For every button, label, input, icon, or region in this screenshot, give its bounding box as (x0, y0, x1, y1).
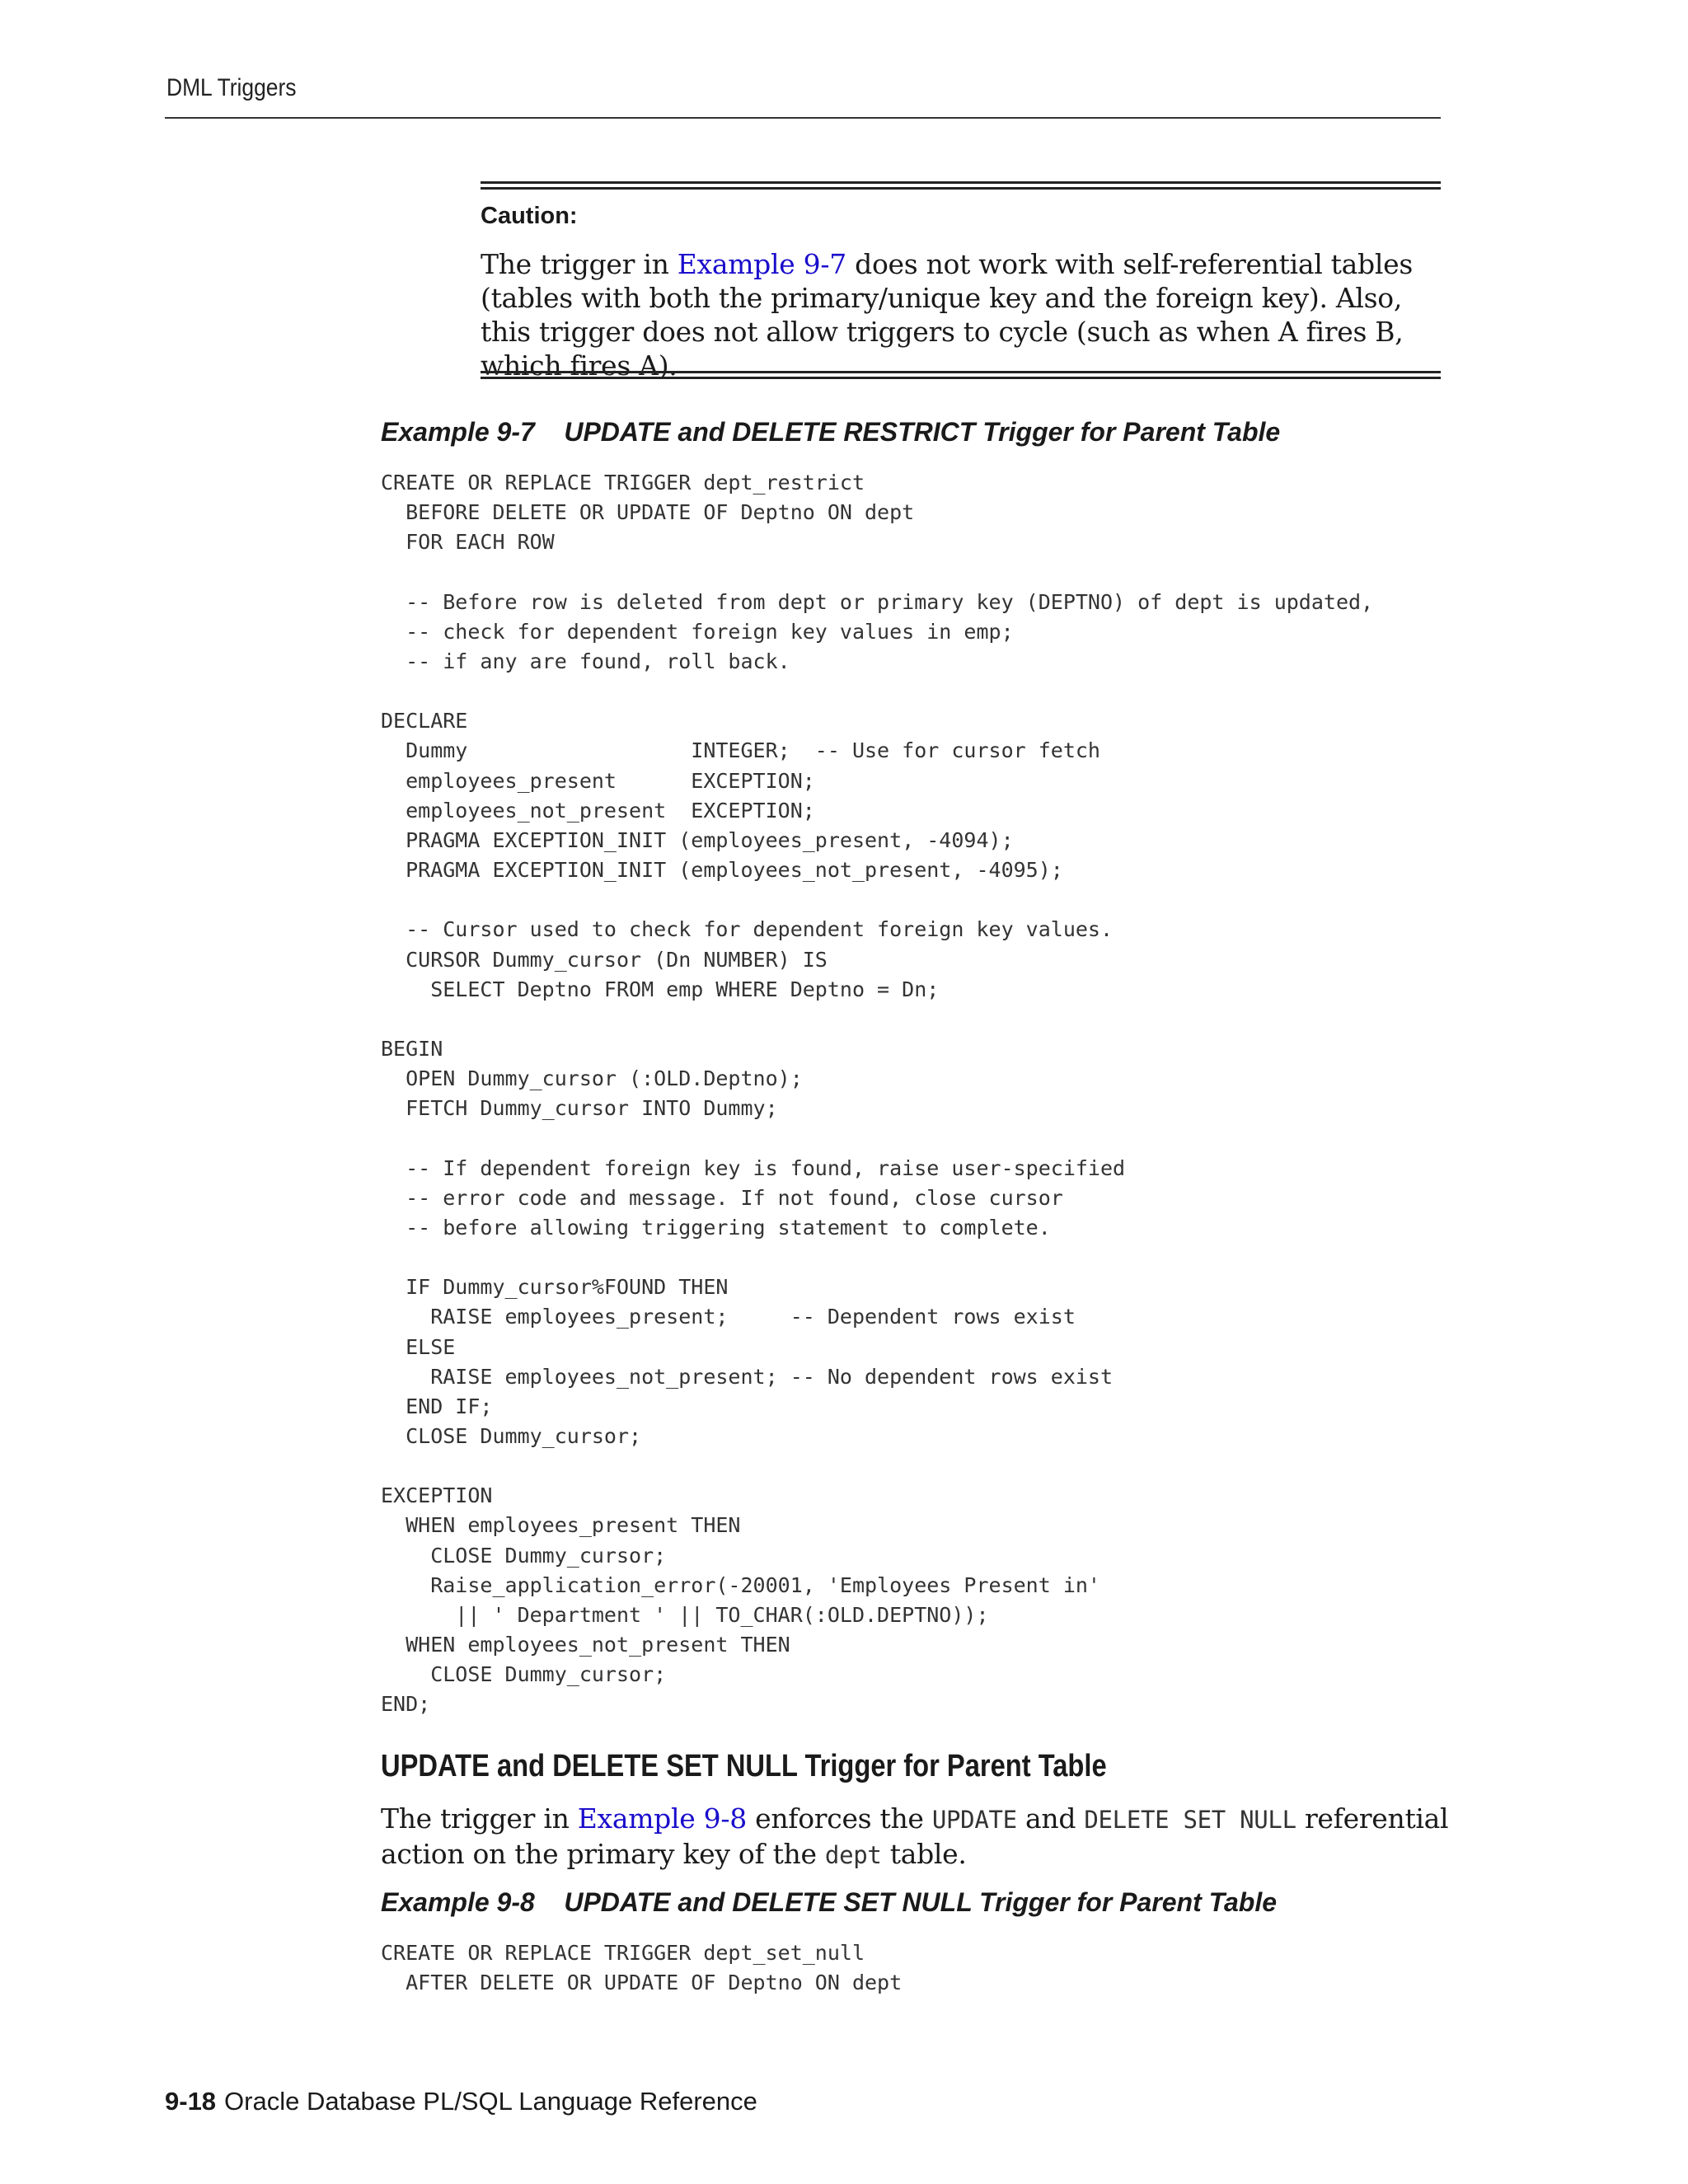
example-9-7-title: Example 9-7 UPDATE and DELETE RESTRICT Trigger for Parent Table (381, 417, 1281, 447)
example-9-7-code: CREATE OR REPLACE TRIGGER dept_restrict BEFORE DELETE OR UPDATE OF Deptno ON dept FOR EACH ROW -- Before row is deleted from dept or primary key (DEPTNO) of dept is updated, -- check for dependent foreign key values in emp; -- if any are found, roll back. DECLARE Dummy INTEGER; -- Use for cursor fetch employees_present EXCEPTION; employees_not_present EXCEPTION; PRAGMA EXCEPTION_INIT (employees_present, -4094); PRAGMA EXCEPTION_INIT (employees_not_present, -4095); -- Cursor used to check for dependent foreign key values. CURSOR Dummy_cursor (Dn NUMBER) IS SELECT Deptno FROM emp WHERE Deptno = Dn; BEGIN OPEN Dummy_cursor (:OLD.Deptno); FETCH Dummy_cursor INTO Dummy; -- If dependent foreign key is found, raise user-specified -- error code and message. If not found, close cursor -- before allowing triggering statement to complete. IF Dummy_cursor%FOUND THEN RAISE employees_present; -- Dependent rows exist ELSE RAISE employees_not_present; -- No dependent rows exist END IF; CLOSE Dummy_cursor; EXCEPTION WHEN employees_present THEN CLOSE Dummy_cursor; Raise_application_error(-20001, 'Employees Present in' || ' Department ' || TO_CHAR(:OLD.DEPTNO)); WHEN employees_not_present THEN CLOSE Dummy_cursor; END; (381, 471, 1374, 1717)
caution-text-after: does not work with self-referential tables (tables with both the primary/unique key and the foreign key). Also, this trigger does not allow triggers to cycle (such as when A fires B, which fires A). (481, 248, 1413, 382)
caution-bottom-rule (481, 371, 1441, 379)
inline-code-dept: dept (824, 1841, 882, 1869)
para-text-3: and (1016, 1802, 1085, 1835)
page-number: 9-18 (165, 2087, 217, 2116)
page-footer (165, 2087, 757, 2116)
section-heading: UPDATE and DELETE SET NULL Trigger for Parent Table (381, 1749, 1107, 1783)
inline-code-update: UPDATE (931, 1806, 1017, 1834)
header-rule (165, 117, 1441, 119)
caution-top-rule (481, 181, 1441, 190)
example-9-8-title: Example 9-8 UPDATE and DELETE SET NULL Trigger for Parent Table (381, 1887, 1278, 1917)
inline-code-delete-set-null: DELETE SET NULL (1084, 1806, 1296, 1834)
example-9-8-link[interactable]: Example 9-8 (577, 1802, 747, 1835)
caution-text-before: The trigger in (481, 248, 678, 280)
example-9-7-link[interactable]: Example 9-7 (677, 248, 846, 280)
book-title: Oracle Database PL/SQL Language Reference (224, 2087, 757, 2116)
example-9-8-code: CREATE OR REPLACE TRIGGER dept_set_null AFTER DELETE OR UPDATE OF Deptno ON dept (381, 1941, 903, 1995)
caution-text (481, 247, 1445, 382)
caution-title: Caution: (481, 203, 578, 229)
para-text-1: The trigger in (381, 1802, 578, 1835)
section-paragraph (381, 1802, 1452, 1872)
running-header: DML Triggers (166, 74, 297, 101)
para-text-4: referential action on the primary key of the (381, 1802, 1449, 1870)
para-text-2: enforces the (746, 1802, 932, 1835)
para-text-5: table. (881, 1838, 967, 1870)
